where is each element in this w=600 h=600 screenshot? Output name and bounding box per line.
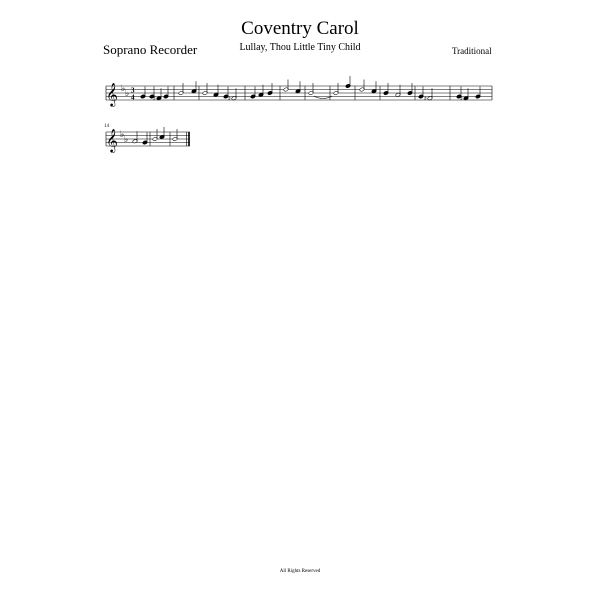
measure-number: 14 [104, 124, 109, 129]
flat-icon: ♭ [121, 84, 126, 94]
sharp-icon: ♯ [153, 95, 156, 103]
treble-clef-icon: 𝄞 [106, 128, 118, 152]
sharp-icon: ♯ [424, 95, 427, 103]
sharp-icon: ♯ [228, 95, 231, 103]
score-title: Coventry Carol [241, 18, 359, 39]
score-subtitle: Lullay, Thou Little Tiny Child [239, 42, 361, 53]
copyright-notice: All Rights Reserved [279, 569, 321, 574]
sharp-icon: ♯ [460, 95, 463, 103]
treble-clef-icon: 𝄞 [106, 82, 118, 106]
flat-icon: ♭ [120, 130, 125, 140]
time-signature-bottom: 4 [131, 93, 135, 102]
flat-icon: ♭ [124, 135, 129, 145]
composer-credit: Traditional [452, 46, 492, 56]
flat-icon: ♭ [125, 89, 130, 99]
instrument-name: Soprano Recorder [103, 42, 198, 57]
time-signature-top: 3 [131, 86, 135, 95]
notes-system-2 [132, 127, 177, 145]
